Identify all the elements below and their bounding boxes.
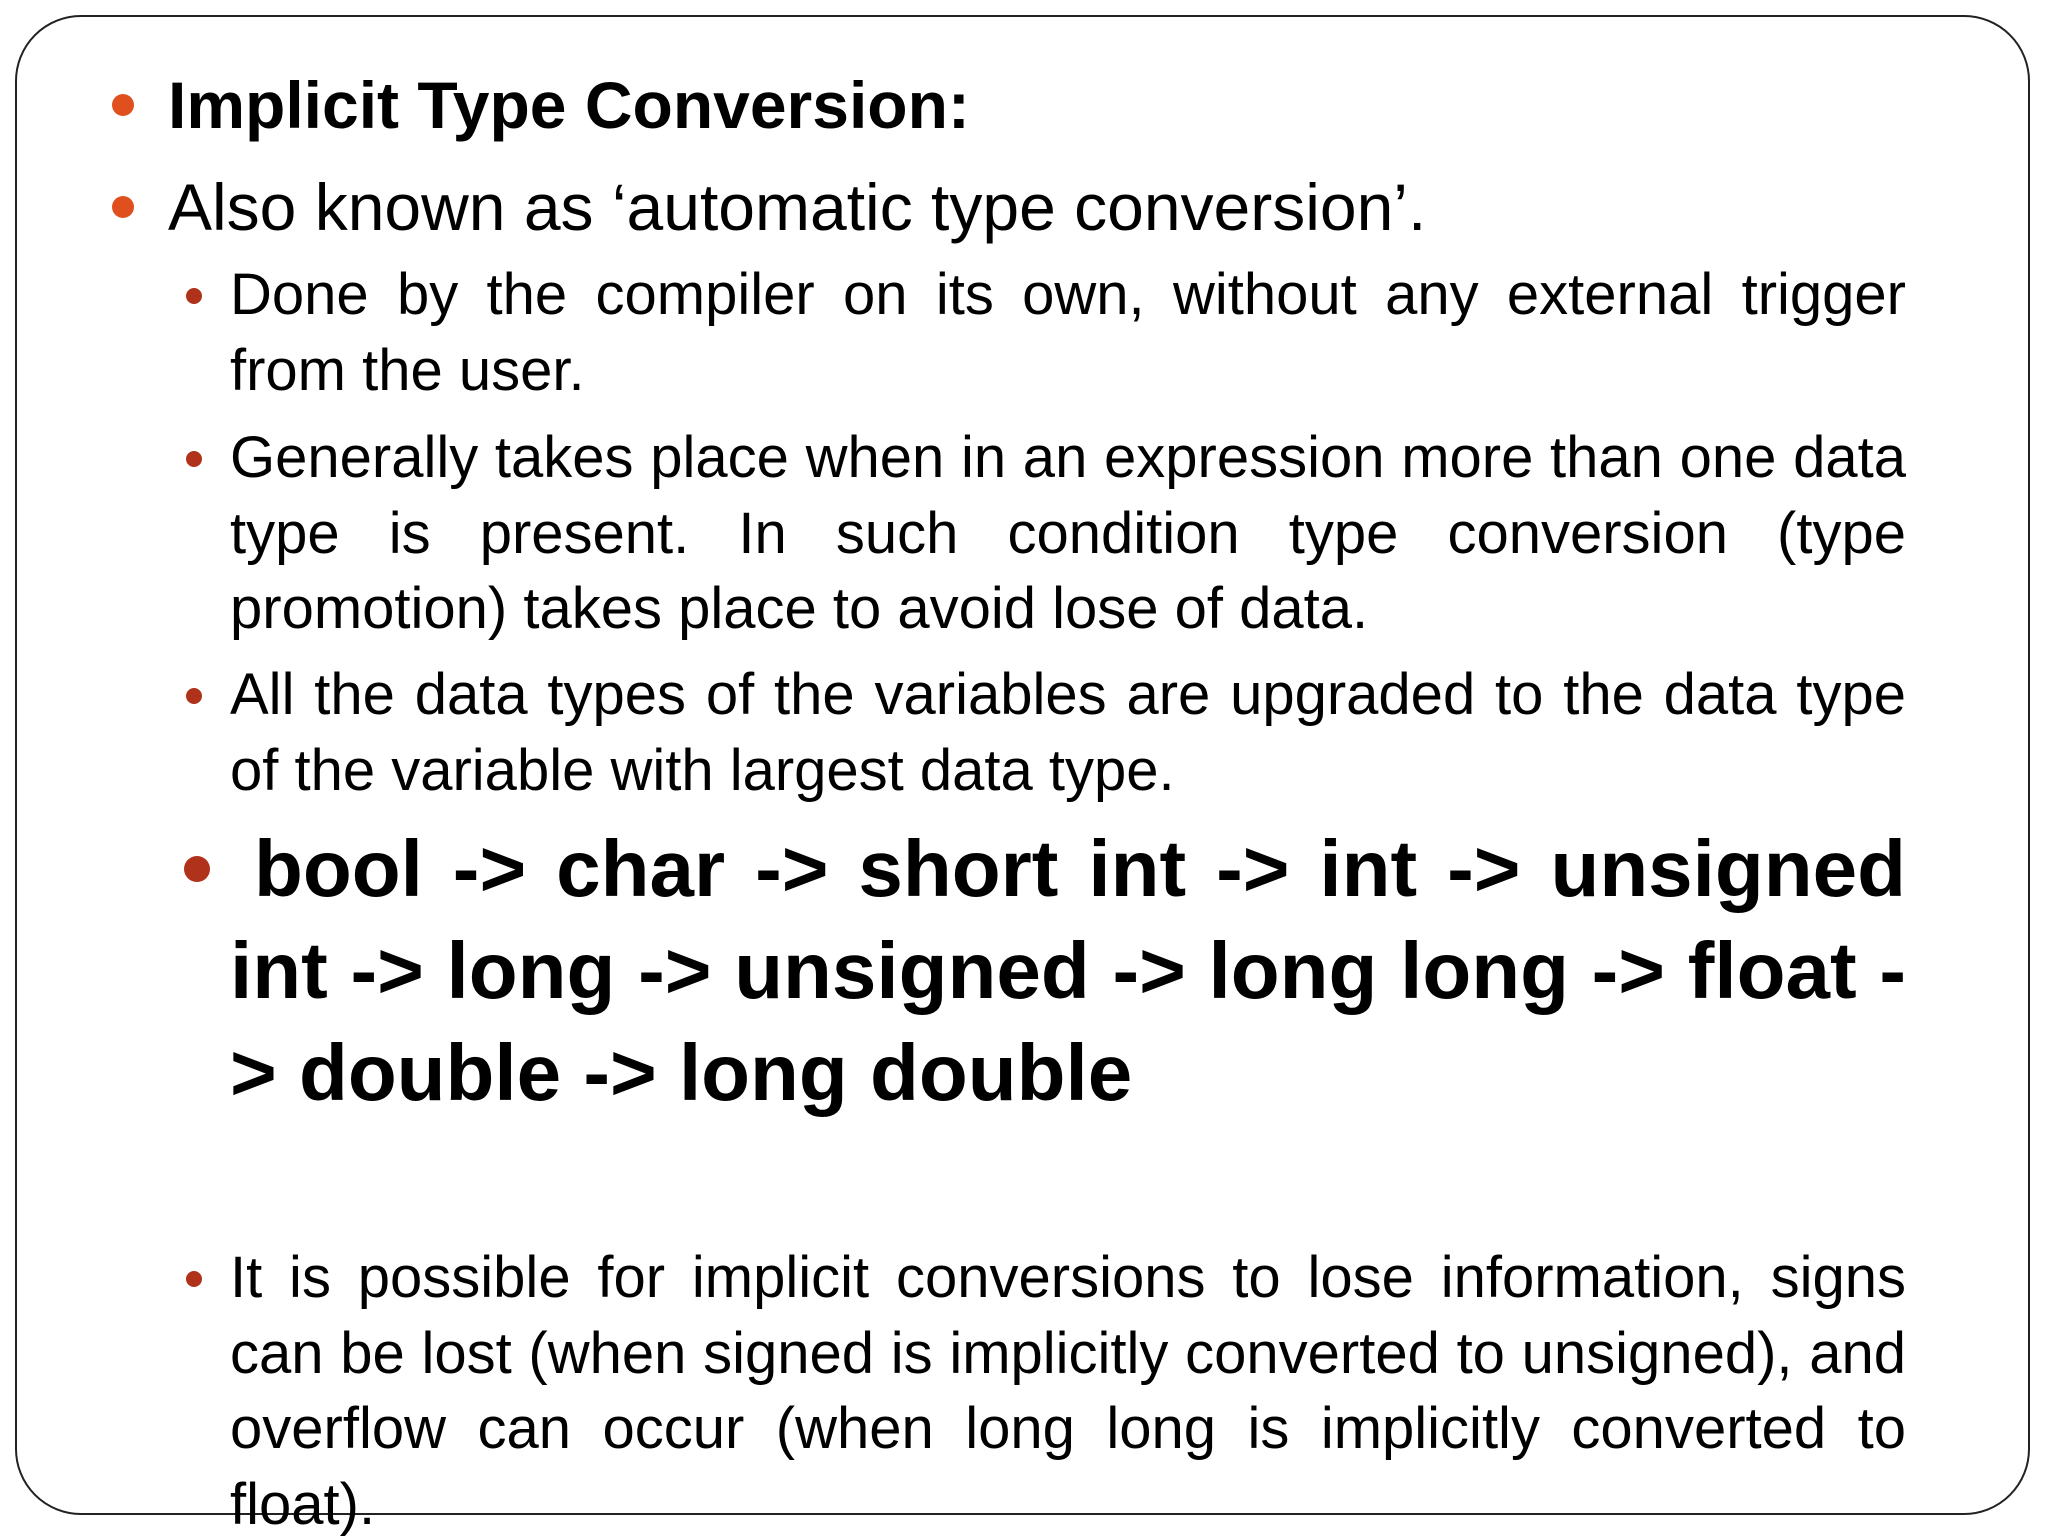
- slide-heading: Implicit Type Conversion:: [168, 68, 970, 142]
- bullet-icon: [186, 288, 202, 304]
- type-hierarchy-text: bool -> char -> short int -> int -> unsigned int -> long -> unsigned -> long long -> float -> double -> long double: [230, 824, 1906, 1117]
- bullet-icon: [112, 94, 134, 116]
- point-text-3: All the data types of the variables are upgraded to the data type of the variable with largest data type.: [230, 662, 1906, 803]
- point-text-2: Generally takes place when in an expression more than one data type is present. In such condition type conversion (type promotion) takes place to avoid lose of data.: [230, 425, 1906, 641]
- bullet-icon: [112, 196, 134, 218]
- bullet-icon: [186, 451, 202, 467]
- aka-text: Also known as ‘automatic type conversion’.: [168, 170, 1427, 244]
- note-text: It is possible for implicit conversions to lose information, signs can be lost (when signed is implicitly converted to unsigned), and overflow can occur (when long long is implicitly converted to float).: [230, 1245, 1906, 1536]
- point-text-1: Done by the compiler on its own, without any external trigger from the user.: [230, 262, 1906, 403]
- bullet-icon: [184, 856, 210, 882]
- bullet-icon: [186, 1271, 202, 1287]
- bullet-icon: [186, 688, 202, 704]
